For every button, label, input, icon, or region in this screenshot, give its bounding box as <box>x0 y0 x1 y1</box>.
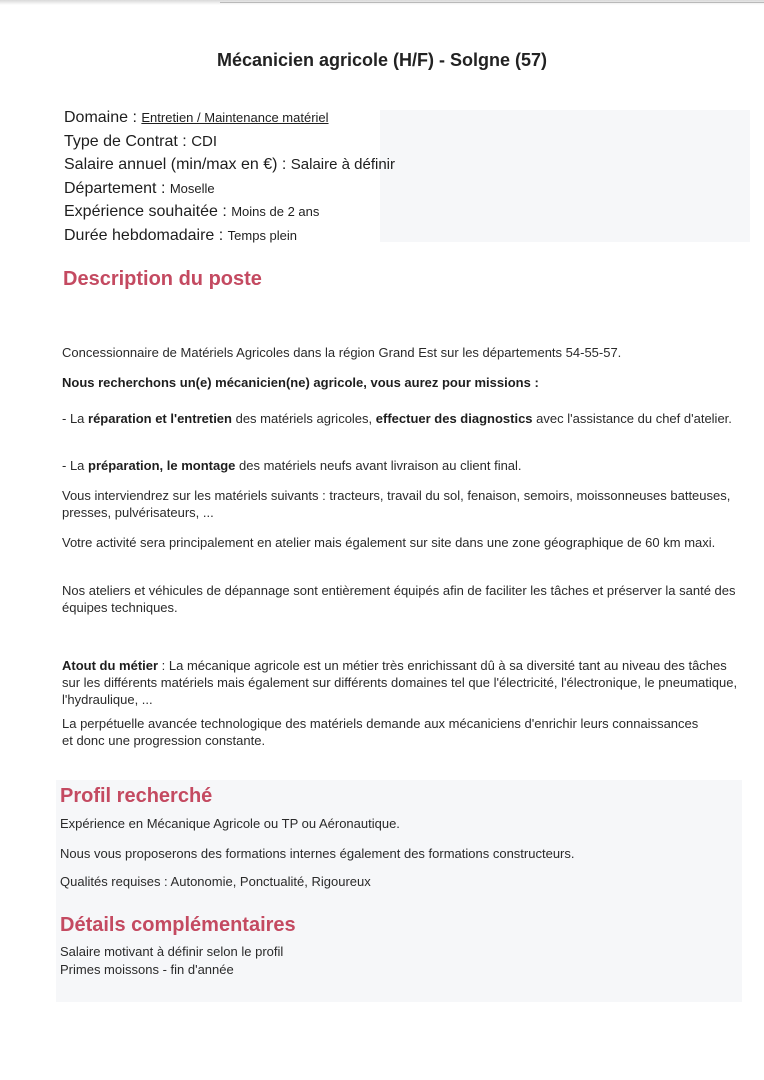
profil-formations: Nous vous proposerons des formations internes également des formations constructeurs. <box>60 846 575 861</box>
mission1-suffix: avec l'assistance du chef d'atelier. <box>532 411 732 426</box>
details-salaire: Salaire motivant à définir selon le profil <box>60 944 284 959</box>
perpetuelle-paragraph: La perpétuelle avancée technologique des matériels demande aux mécaniciens d'enrichir leurs connaissances et donc une progression constante. <box>62 716 699 748</box>
recherche-text: Nous recherchons un(e) mécanicien(ne) agricole, vous aurez pour missions : <box>62 375 539 390</box>
atout-label: Atout du métier <box>62 658 159 673</box>
experience-label: Expérience souhaitée : <box>64 203 232 220</box>
job-metadata <box>64 106 395 247</box>
contrat-label: Type de Contrat : <box>64 132 192 150</box>
ateliers-paragraph: Nos ateliers et véhicules de dépannage sont entièrement équipés afin de faciliter les tâches et préserver la santé des équipes techniques. <box>62 583 736 615</box>
atout-text: : La mécanique agricole est un métier très enrichissant dû à sa diversité tant au niveau des tâches sur les différents matériels mais également sur différents domaines tel que l'électricité, l'électronique, le pneumatique, l'hydraulique, ... <box>62 658 738 707</box>
mission1-prefix: - La <box>62 411 89 426</box>
experience-value: Moins de 2 ans <box>231 204 320 219</box>
details-heading: Détails complémentaires <box>60 914 296 936</box>
description-intro: Concessionnaire de Matériels Agricoles dans la région Grand Est sur les départements 54-55-57. <box>62 345 622 360</box>
mission-preparation <box>62 457 522 474</box>
domaine-link[interactable]: Entretien / Maintenance matériel <box>141 110 329 125</box>
profil-experience: Expérience en Mécanique Agricole ou TP ou Aéronautique. <box>60 816 400 831</box>
salaire-label: Salaire annuel (min/max en €) : <box>64 156 291 173</box>
departement-label: Département : <box>64 179 170 197</box>
duree-label: Durée hebdomadaire : <box>64 226 228 244</box>
mission1-middle: des matériels agricoles, <box>231 411 376 426</box>
meta-row-experience <box>64 200 395 224</box>
recherche-paragraph <box>62 374 539 391</box>
mission2-prefix: - La <box>62 458 89 473</box>
details-primes: Primes moissons - fin d'année <box>60 962 234 977</box>
meta-row-departement <box>64 177 395 201</box>
meta-row-salaire <box>64 153 395 177</box>
profil-qualites: Qualités requises : Autonomie, Ponctualité, Rigoureux <box>60 874 371 889</box>
atout-paragraph <box>62 657 747 708</box>
meta-row-duree <box>64 224 395 248</box>
mission-reparation <box>62 410 732 427</box>
description-heading: Description du poste <box>63 268 262 290</box>
departement-value: Moselle <box>169 180 215 196</box>
mission1-bold-diagnostics: effectuer des diagnostics <box>375 411 533 426</box>
scan-line <box>220 2 764 3</box>
background-shade-top <box>380 110 750 242</box>
meta-row-contrat <box>64 130 395 154</box>
mission2-suffix: des matériels neufs avant livraison au client final. <box>235 458 522 473</box>
materiels-paragraph: Vous interviendrez sur les matériels suivants : tracteurs, travail du sol, fenaison, semoirs, moissonneuses batteuses, presses, pulvérisateurs, ... <box>62 488 731 520</box>
domaine-label: Domaine : <box>64 109 142 126</box>
mission2-bold: préparation, le montage <box>88 458 236 473</box>
mission1-bold-reparation: réparation et l'entretien <box>88 411 232 426</box>
meta-row-domaine <box>64 106 395 130</box>
salaire-value: Salaire à définir <box>290 156 396 173</box>
page-title: Mécanicien agricole (H/F) - Solgne (57) <box>216 50 548 70</box>
contrat-value: CDI <box>191 132 218 150</box>
profil-heading: Profil recherché <box>60 785 213 807</box>
activite-paragraph: Votre activité sera principalement en atelier mais également sur site dans une zone géographique de 60 km maxi. <box>62 535 716 550</box>
duree-value: Temps plein <box>227 227 298 243</box>
